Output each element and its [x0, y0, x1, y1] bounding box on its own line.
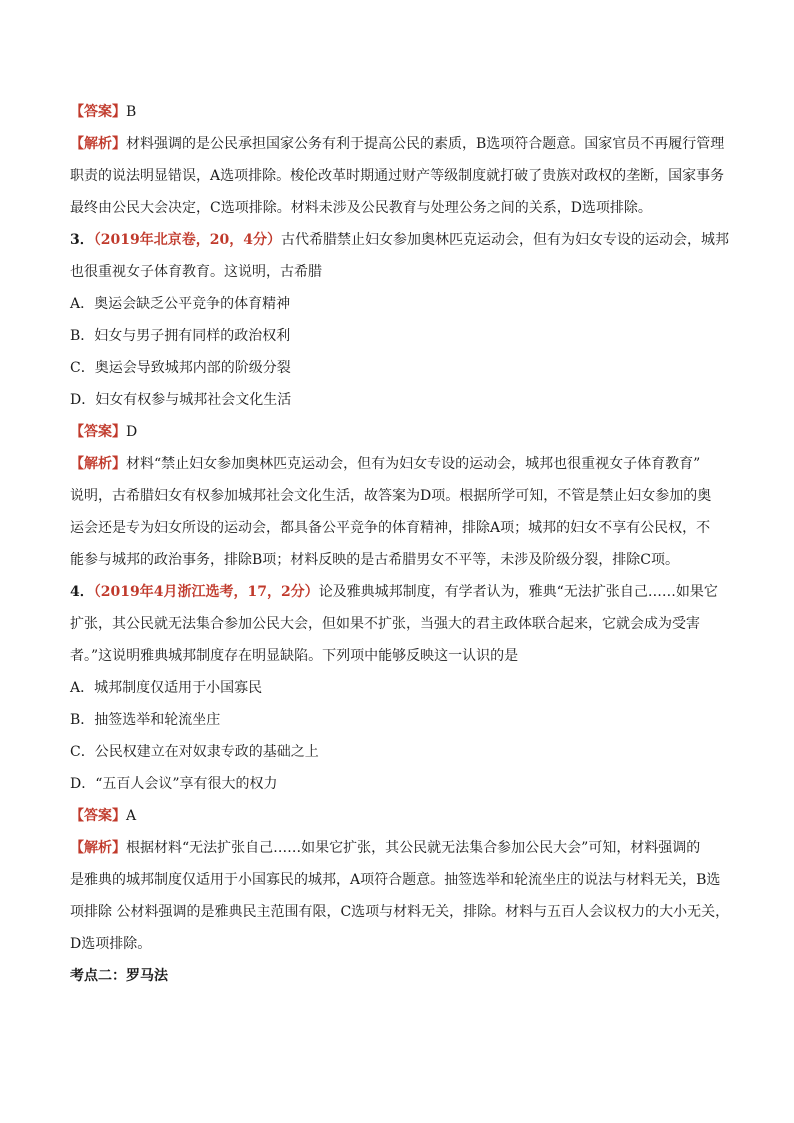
analysis-label: 【解析】: [70, 136, 126, 152]
q4-option-d: D．“五百人会议”享有很大的权力: [70, 776, 278, 792]
answer-value: D: [126, 424, 138, 440]
q4-answer: [70, 800, 724, 832]
q2-analysis-line: 职责的说法明显错误，A选项排除。梭伦改革时期通过财产等级制度就打破了贵族对政权的垄断，国家事务: [70, 168, 725, 184]
q3-stem: 3．（2019年北京卷，20，4分）古代希腊禁止妇女参加奥林匹克运动会，但有为妇女专设的运动会，城邦: [70, 232, 729, 248]
q3-analysis-line: 运会还是专为妇女所设的运动会，都具备公平竞争的体育精神，排除A项；城邦的妇女不享有公民权，不: [70, 520, 711, 536]
q4-option-a: A．城邦制度仅适用于小国寡民: [70, 680, 263, 696]
section-heading: 考点二：罗马法: [70, 968, 168, 984]
question-number: 4．: [70, 584, 94, 600]
q4-stem-line: 者。”这说明雅典城邦制度存在明显缺陷。下列项中能够反映这一认识的是: [70, 648, 519, 664]
q3-analysis-line: 能参与城邦的政治事务，排除B项；材料反映的是古希腊男女不平等，未涉及阶级分裂，排除C项。: [70, 552, 679, 568]
analysis-label: 【解析】: [70, 456, 126, 472]
q4-stem: 4．（2019年4月浙江选考，17，2分）论及雅典城邦制度，有学者认为，雅典“无法扩张自己……如果它: [70, 584, 718, 600]
answer-value: B: [126, 104, 137, 120]
q3-analysis-line: 说明，古希腊妇女有权参加城邦社会文化生活，故答案为D项。根据所学可知，不管是禁止妇女参加的奥: [70, 488, 712, 504]
q2-analysis-line: 最终由公民大会决定，C选项排除。材料未涉及公民教育与处理公务之间的关系，D选项排除。: [70, 200, 652, 216]
q4-analysis-line: 【解析】根据材料“无法扩张自己……如果它扩张，其公民就无法集合参加公民大会”可知，材料强调的: [70, 840, 701, 856]
answer-value: A: [126, 808, 137, 824]
q4-option-b: B．抽签选举和轮流坐庄: [70, 712, 221, 728]
question-source: （2019年北京卷，20，4分）: [93, 232, 281, 248]
q2-analysis-line: 【解析】材料强调的是公民承担国家公务有利于提高公民的素质，B选项符合题意。国家官员不再履行管理: [70, 136, 725, 152]
question-source: （2019年4月浙江选考，17，2分）: [93, 584, 319, 600]
answer-label: 【答案】: [70, 424, 126, 440]
q3-analysis-line: 【解析】材料“禁止妇女参加奥林匹克运动会，但有为妇女专设的运动会，城邦也很重视女子体育教育”: [70, 456, 701, 472]
q2-answer: [70, 96, 724, 128]
analysis-label: 【解析】: [70, 840, 126, 856]
question-number: 3．: [70, 232, 94, 248]
answer-label: 【答案】: [70, 104, 126, 120]
q4-analysis-line: 项排除 公材料强调的是雅典民主范围有限，C选项与材料无关，排除。材料与五百人会议权力的大小无关，: [70, 904, 730, 920]
q4-option-c: C．公民权建立在对奴隶专政的基础之上: [70, 744, 319, 760]
q3-option-b: B．妇女与男子拥有同样的政治权利: [70, 328, 291, 344]
q4-stem-line: 扩张，其公民就无法集合参加公民大会，但如果不扩张，当强大的君主政体联合起来，它就会成为受害: [70, 616, 700, 632]
q3-answer: [70, 416, 724, 448]
q3-option-a: A．奥运会缺乏公平竞争的体育精神: [70, 296, 291, 312]
q4-analysis-line: D选项排除。: [70, 936, 152, 952]
q4-analysis-line: 是雅典的城邦制度仅适用于小国寡民的城邦，A项符合题意。抽签选举和轮流坐庄的说法与材料无关，B选: [70, 872, 721, 888]
q3-option-d: D．妇女有权参与城邦社会文化生活: [70, 392, 292, 408]
answer-label: 【答案】: [70, 808, 126, 824]
q3-stem-line: 也很重视女子体育教育。这说明，古希腊: [70, 264, 322, 280]
q3-option-c: C．奥运会导致城邦内部的阶级分裂: [70, 360, 291, 376]
